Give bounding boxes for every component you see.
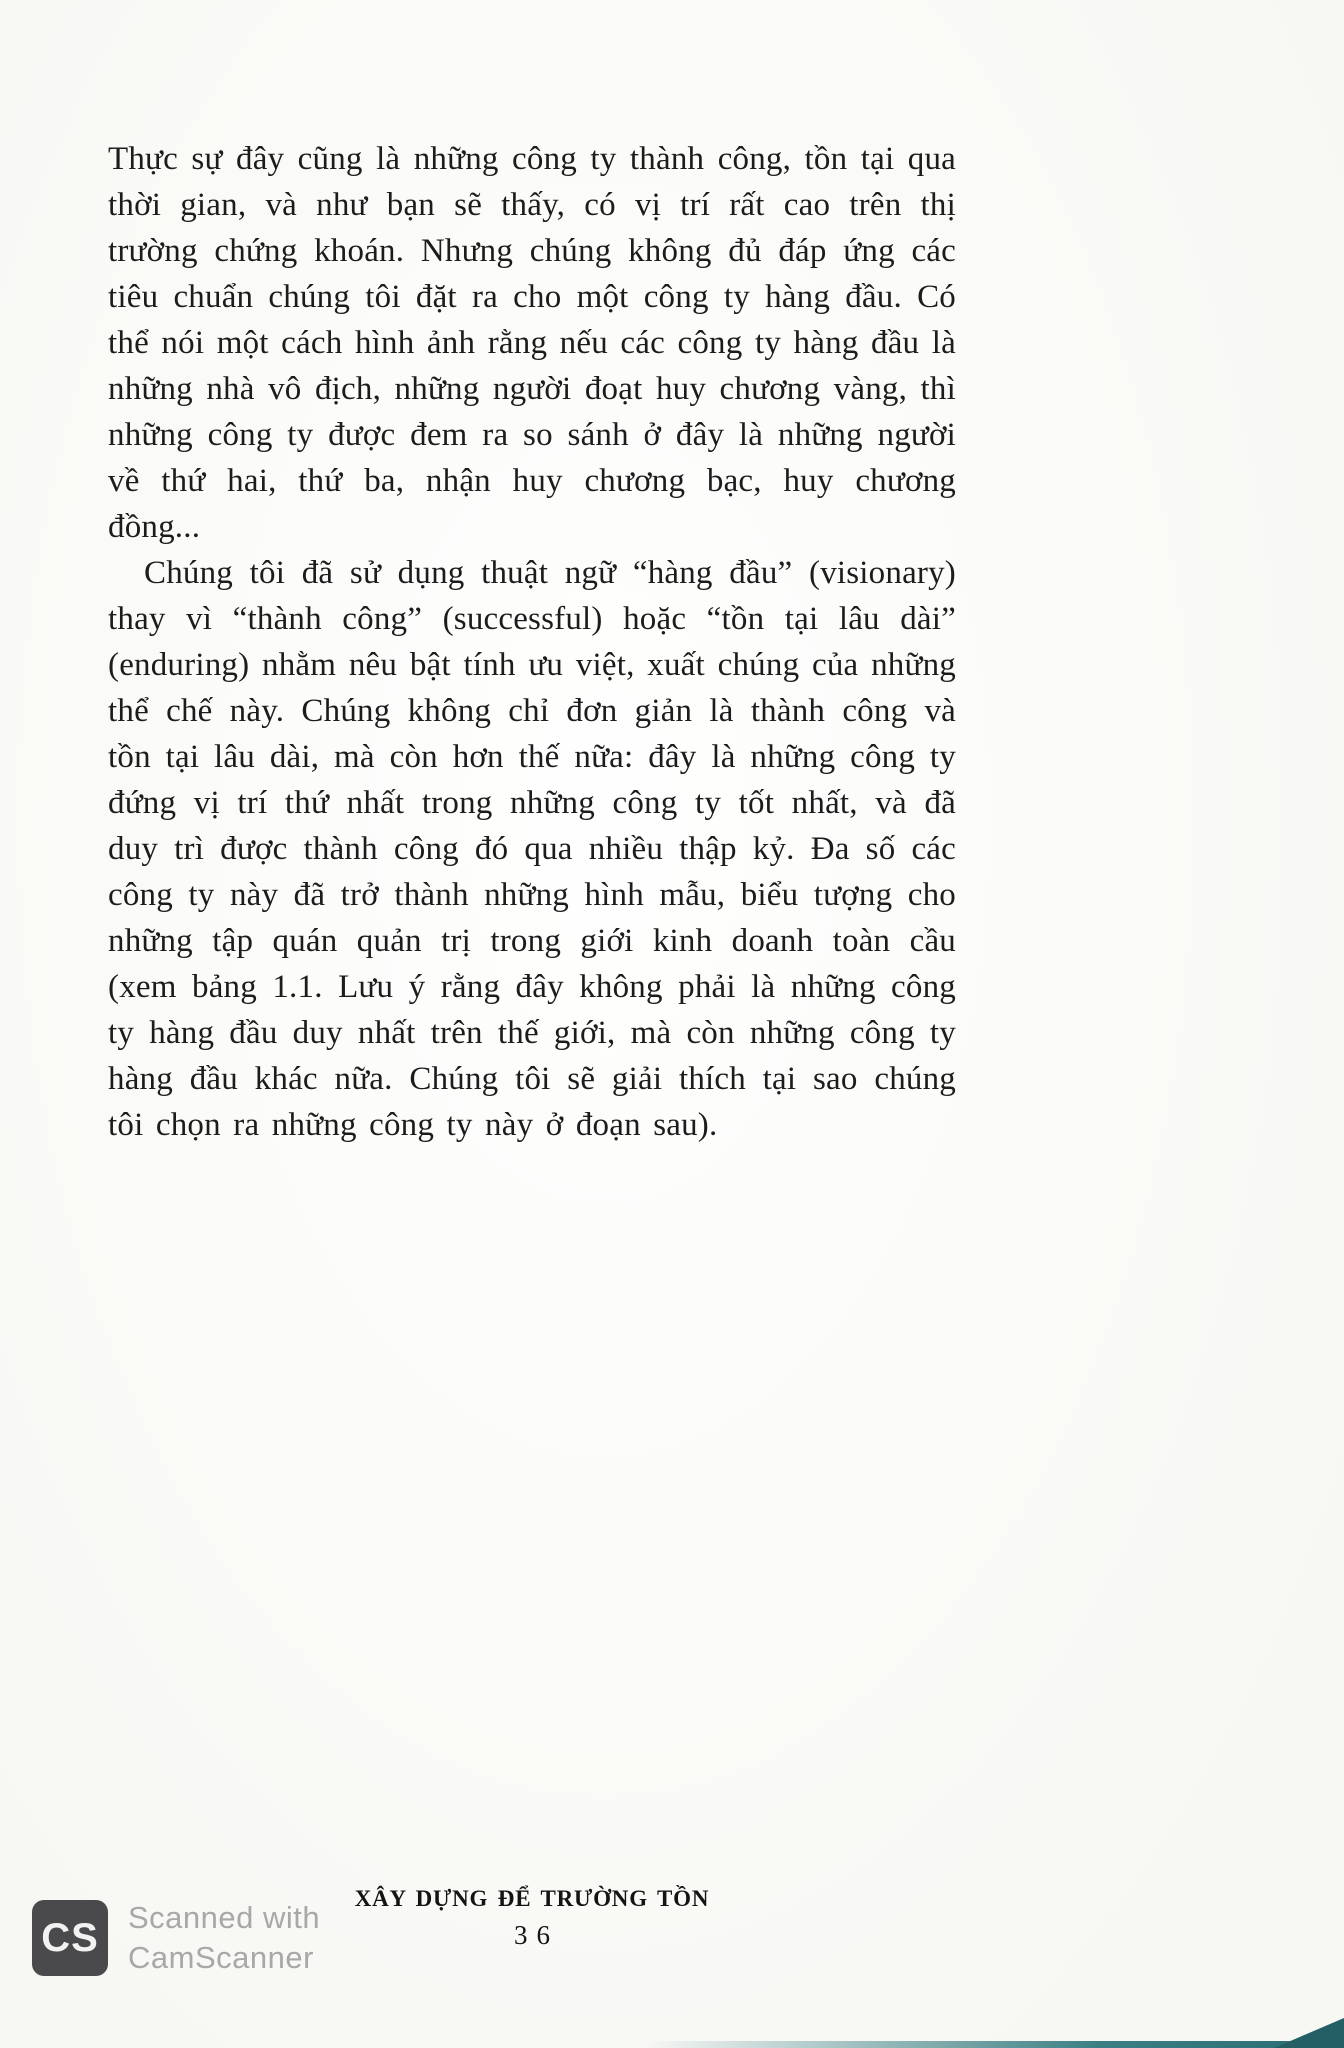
watermark-line-1: Scanned with: [128, 1900, 321, 1935]
camscanner-logo-icon: CS: [32, 1900, 108, 1976]
paragraph: Chúng tôi đã sử dụng thuật ngữ “hàng đầu” (visionary) thay vì “thành công” (successful) hoặc “tồn tại lâu dài” (enduring) nhằm nêu bật tính ưu việt, xuất chúng của những thể chế này. Chúng không chỉ đơn giản là thành công và tồn tại lâu dài, mà còn hơn thế nữa: đây là những công ty đứng vị trí thứ nhất trong những công ty tốt nhất, và đã duy trì được thành công đó qua nhiều thập kỷ. Đa số các công ty này đã trở thành những hình mẫu, biểu tượng cho những tập quán quản trị trong giới kinh doanh toàn cầu (xem bảng 1.1. Lưu ý rằng đây không phải là những công ty hàng đầu duy nhất trên thế giới, mà còn những công ty hàng đầu khác nữa. Chúng tôi sẽ giải thích tại sao chúng tôi chọn ra những công ty này ở đoạn sau).: [108, 555, 956, 1143]
camscanner-watermark-text: [128, 1898, 320, 1978]
paragraph: Thực sự đây cũng là những công ty thành công, tồn tại qua thời gian, và như bạn sẽ thấy, có vị trí rất cao trên thị trường chứng khoán. Nhưng chúng không đủ đáp ứng các tiêu chuẩn chúng tôi đặt ra cho một công ty hàng đầu. Có thể nói một cách hình ảnh rằng nếu các công ty hàng đầu là những nhà vô địch, những người đoạt huy chương vàng, thì những công ty được đem ra so sánh ở đây là những người về thứ hai, thứ ba, nhận huy chương bạc, huy chương đồng...: [108, 141, 956, 545]
body-text: [108, 136, 956, 1148]
scan-corner-artifact: [1274, 2018, 1344, 2048]
scan-edge-artifact: [644, 2041, 1344, 2048]
camscanner-watermark: [32, 1898, 320, 1978]
page-number: 36: [514, 1920, 559, 1950]
watermark-line-2: CamScanner: [128, 1940, 314, 1975]
running-title: XÂY DỰNG ĐỂ TRƯỜNG TỒN: [354, 1886, 710, 1911]
